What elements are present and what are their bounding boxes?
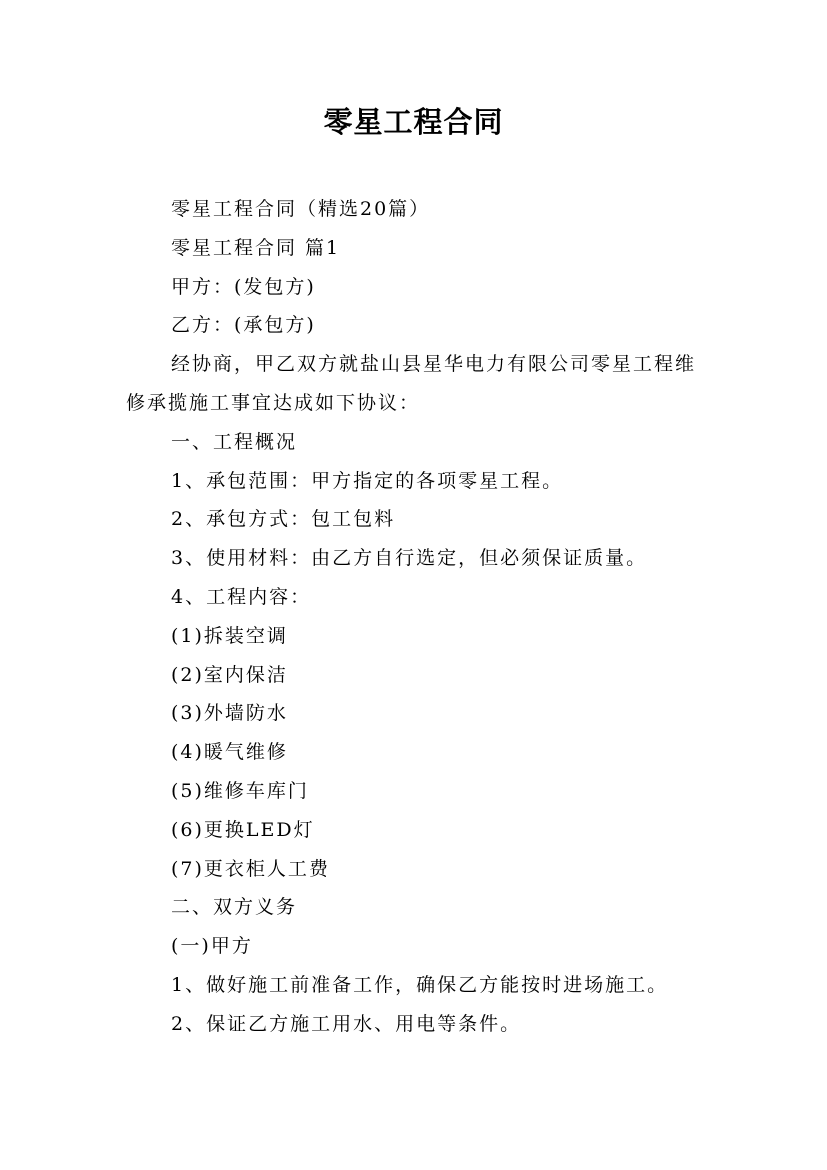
paragraph-party-a-heading: (一)甲方 — [171, 935, 253, 958]
paragraph-item-2: (2)室内保洁 — [171, 663, 288, 686]
paragraph-agreement-intro: 经协商，甲乙双方就盐山县星华电力有限公司零星工程维修承揽施工事宜达成如下协议： — [126, 353, 697, 414]
paragraph-method: 2、承包方式：包工包料 — [171, 508, 396, 531]
paragraph-content: 4、工程内容： — [171, 585, 312, 608]
paragraph-party-a: 甲方：(发包方) — [171, 275, 316, 298]
paragraph-heading-overview: 一、工程概况 — [171, 430, 298, 453]
paragraph-scope: 1、承包范围：甲方指定的各项零星工程。 — [171, 469, 564, 492]
paragraph-heading-obligations: 二、双方义务 — [171, 896, 298, 919]
paragraph-obligation-1: 1、做好施工前准备工作，确保乙方能按时进场施工。 — [171, 973, 669, 996]
paragraph-item-3: (3)外墙防水 — [171, 702, 288, 725]
paragraph-obligation-2: 2、保证乙方施工用水、用电等条件。 — [171, 1012, 522, 1035]
paragraph-item-6: (6)更换LED灯 — [171, 818, 315, 841]
paragraph-subtitle: 零星工程合同（精选20篇） — [171, 198, 431, 220]
paragraph-item-5: (5)维修车库门 — [171, 779, 309, 802]
paragraph-item-1: (1)拆装空调 — [171, 624, 288, 647]
paragraph-section-heading: 零星工程合同 篇1 — [171, 236, 341, 259]
paragraph-item-7: (7)更衣柜人工费 — [171, 857, 330, 880]
paragraph-item-4: (4)暖气维修 — [171, 741, 288, 764]
document-body — [126, 190, 706, 1044]
paragraph-materials: 3、使用材料：由乙方自行选定，但必须保证质量。 — [171, 547, 648, 570]
paragraph-party-b: 乙方：(承包方) — [171, 314, 316, 337]
document-title: 零星工程合同 — [323, 105, 504, 139]
